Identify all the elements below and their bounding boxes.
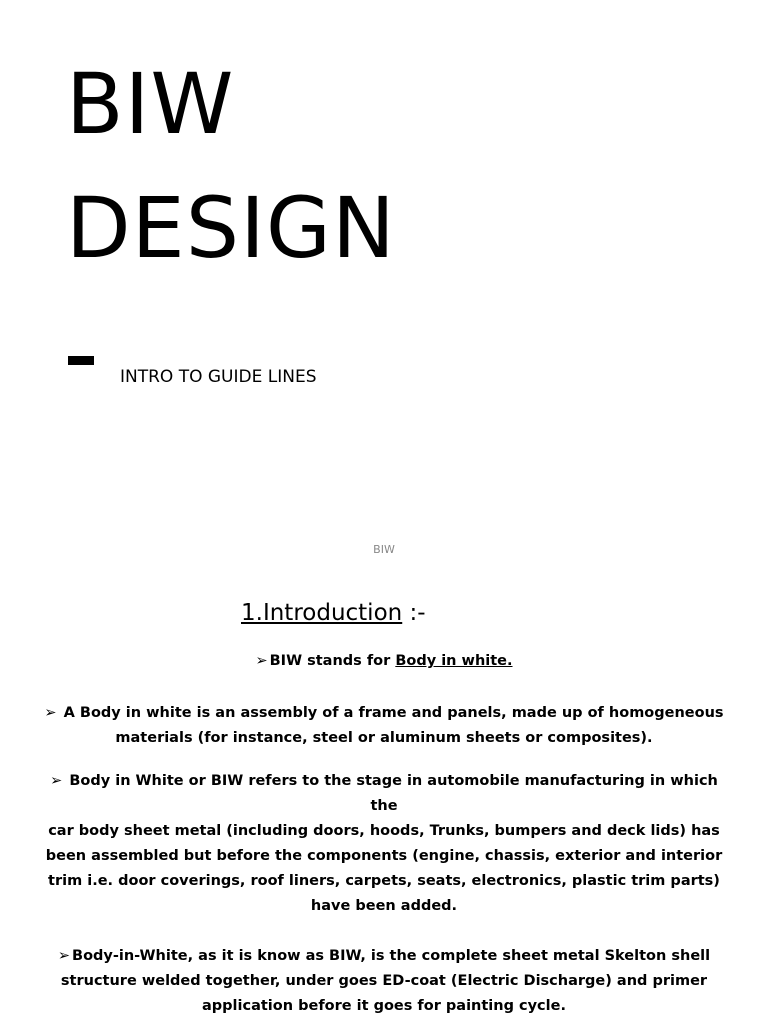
slide-footer-label: BIW bbox=[373, 543, 395, 556]
paragraph-line bbox=[40, 701, 728, 726]
subtitle: INTRO TO GUIDE LINES bbox=[120, 367, 317, 387]
paragraph-line: materials (for instance, steel or aluminum sheets or composites). bbox=[115, 730, 653, 746]
section-heading-title: 1.Introduction bbox=[241, 600, 403, 626]
title-line-2: DESIGN bbox=[66, 179, 396, 277]
paragraph-line bbox=[40, 944, 728, 969]
paragraph-line: structure welded together, under goes ED-coat (Electric Discharge) and primer bbox=[60, 973, 708, 989]
bullet-icon: ➢ bbox=[50, 773, 63, 789]
paragraph-assembly bbox=[40, 701, 728, 751]
paragraph-emphasis: Body in white. bbox=[395, 653, 513, 669]
paragraph-text: Body-in-White, as it is know as BIW, is the complete sheet metal Skelton shell bbox=[72, 948, 711, 964]
paragraph-line: been assembled but before the components (engine, chassis, exterior and interior bbox=[45, 848, 723, 864]
paragraph-text: BIW stands for bbox=[269, 653, 396, 669]
bullet-icon: ➢ bbox=[255, 653, 268, 669]
paragraph-biw-definition bbox=[40, 649, 728, 674]
bullet-icon: ➢ bbox=[57, 948, 71, 964]
paragraph-line: car body sheet metal (including doors, hoods, Trunks, bumpers and deck lids) has bbox=[48, 823, 720, 839]
title-line-1: BIW bbox=[66, 55, 235, 153]
paragraph-line bbox=[40, 769, 728, 794]
paragraph-text: A Body in white is an assembly of a frame and panels, made up of homogeneous bbox=[63, 705, 724, 721]
title-dash bbox=[68, 356, 94, 365]
paragraph-manufacturing-stage bbox=[40, 769, 728, 919]
paragraph-line: trim i.e. door coverings, roof liners, carpets, seats, electronics, plastic trim parts) bbox=[48, 873, 720, 889]
section-heading bbox=[241, 600, 426, 626]
paragraph-line: application before it goes for painting cycle. bbox=[202, 998, 566, 1014]
paragraph-line: have been added. bbox=[310, 898, 458, 914]
paragraph-line: the bbox=[370, 798, 398, 814]
paragraph-sheet-metal-shell bbox=[40, 944, 728, 1019]
bullet-icon: ➢ bbox=[44, 705, 57, 721]
section-heading-suffix: :- bbox=[402, 600, 426, 626]
paragraph-text: Body in White or BIW refers to the stage in automobile manufacturing in which bbox=[69, 773, 718, 789]
